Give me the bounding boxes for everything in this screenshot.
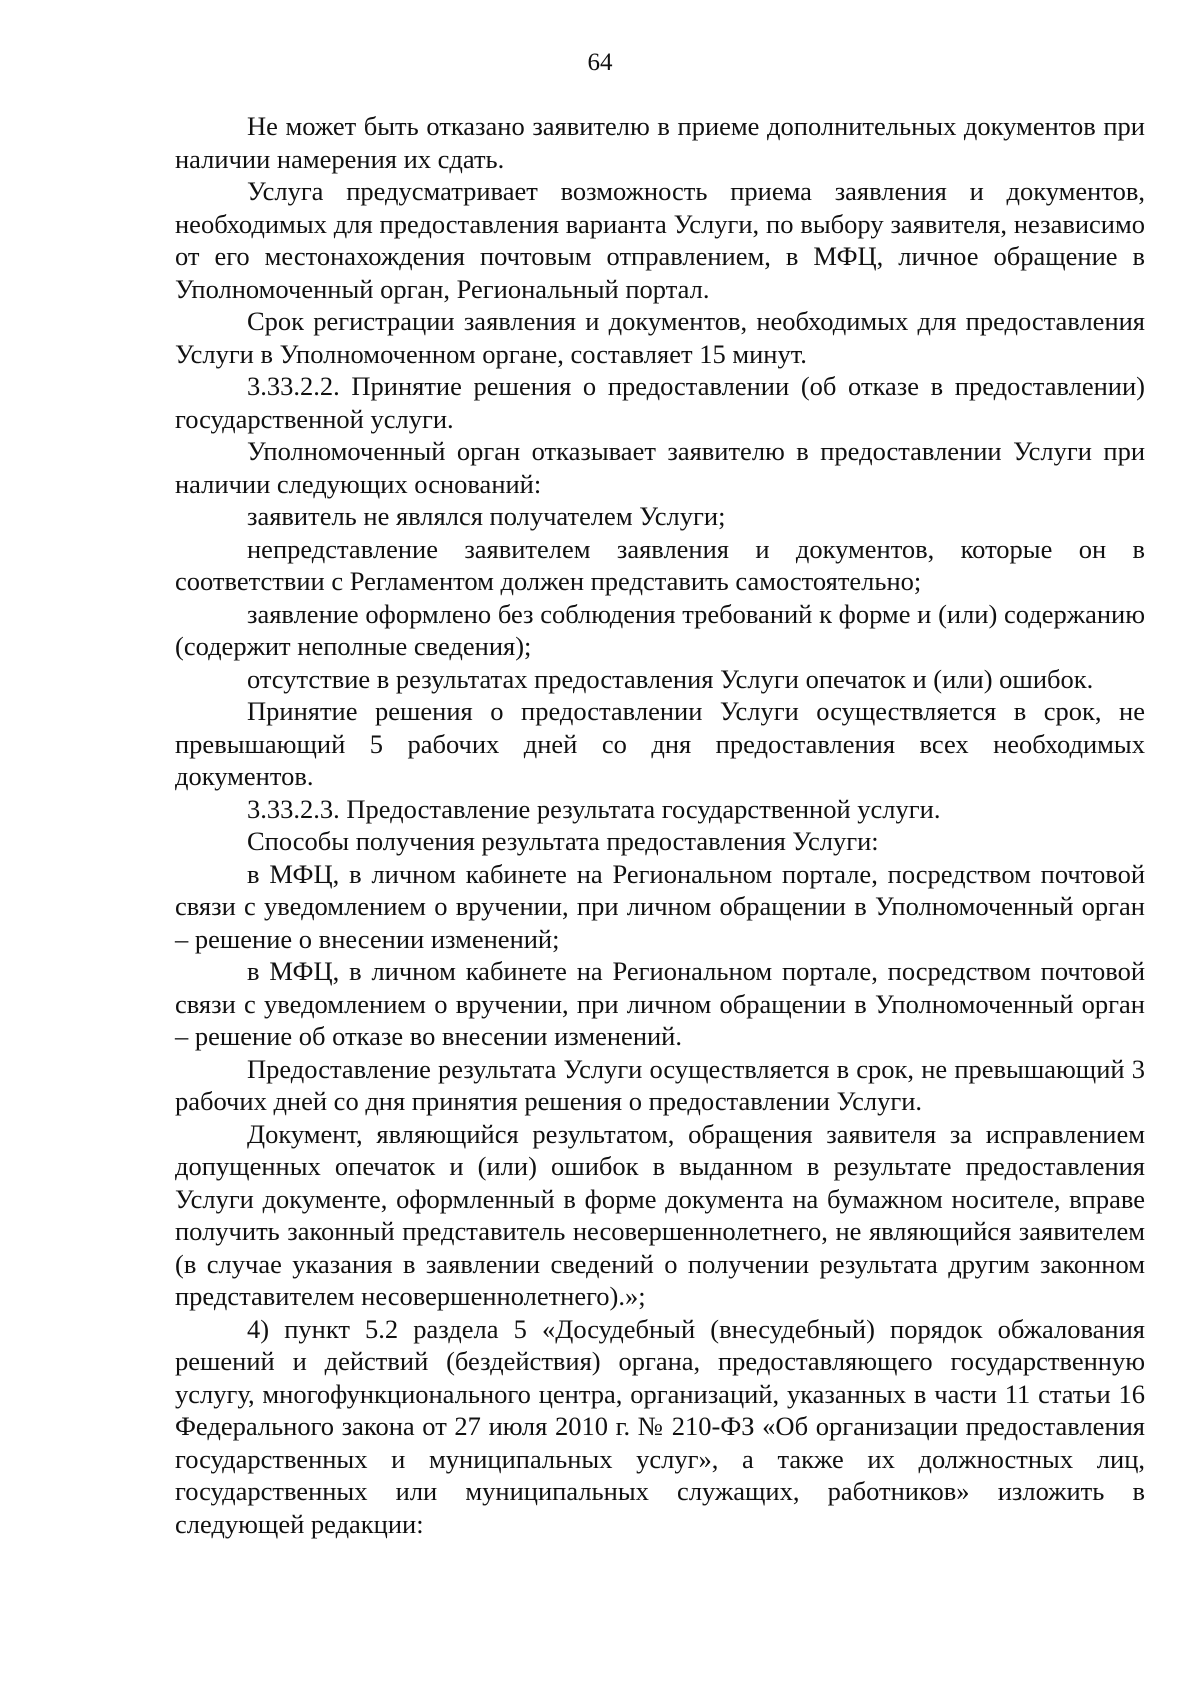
page-number: 64 (587, 49, 613, 76)
paragraph: 4) пункт 5.2 раздела 5 «Досудебный (внесудебный) порядок обжалования решений и действий (бездействия) органа, предоставляющего государственную услугу, многофункционального центра, организаций, указанных в части 11 статьи 16 Федерального закона от 27 июля 2010 г. № 210-ФЗ «Об организации предоставления государственных и муниципальных услуг», а также их должностных лиц, государственных или муниципальных служащих, работников» изложить в следующей редакции: (175, 1313, 1145, 1539)
paragraph: Документ, являющийся результатом, обращения заявителя за исправлением допущенных опечаток и (или) ошибок в выданном в результате предоставления Услуги документе, оформленный в форме документа на бумажном носителе, вправе получить законный представитель несовершеннолетнего, не являющийся заявителем (в случае указания в заявлении сведений о получении результата другим законном представителем несовершеннолетнего).»; (175, 1118, 1145, 1311)
list-item: заявление оформлено без соблюдения требований к форме и (или) содержанию (содержит неполные сведения); (175, 598, 1145, 661)
list-item: в МФЦ, в личном кабинете на Региональном портале, посредством почтовой связи с уведомлением о вручении, при личном обращении в Уполномоченный орган – решение об отказе во внесении изменений. (175, 956, 1145, 1051)
paragraph: Предоставление результата Услуги осуществляется в срок, не превышающий 3 рабочих дней со дня принятия решения о предоставлении Услуги. (175, 1053, 1145, 1116)
paragraph: Не может быть отказано заявителю в приеме дополнительных документов при наличии намерения их сдать. (175, 111, 1145, 174)
list-item: непредставление заявителем заявления и документов, которые он в соответствии с Регламентом должен представить самостоятельно; (175, 533, 1145, 596)
paragraph: Уполномоченный орган отказывает заявителю в предоставлении Услуги при наличии следующих оснований: (175, 436, 1145, 499)
paragraph: 3.33.2.3. Предоставление результата государственной услуги. (247, 793, 941, 824)
list-item: в МФЦ, в личном кабинете на Региональном портале, посредством почтовой связи с уведомлением о вручении, при личном обращении в Уполномоченный орган – решение о внесении изменений; (175, 858, 1145, 954)
paragraph: Услуга предусматривает возможность приема заявления и документов, необходимых для предоставления варианта Услуги, по выбору заявителя, независимо от его местонахождения почтовым отправлением, в МФЦ, личное обращение в Уполномоченный орган, Региональный портал. (175, 176, 1145, 304)
list-item: заявитель не являлся получателем Услуги; (247, 501, 726, 531)
list-item: отсутствие в результатах предоставления Услуги опечаток и (или) ошибок. (247, 663, 1094, 694)
paragraph: Способы получения результата предоставления Услуги: (247, 826, 879, 856)
paragraph: Срок регистрации заявления и документов, необходимых для предоставления Услуги в Уполномоченном органе, составляет 15 минут. (175, 306, 1145, 369)
paragraph: Принятие решения о предоставлении Услуги осуществляется в срок, не превышающий 5 рабочих дней со дня предоставления всех необходимых документов. (175, 696, 1145, 791)
paragraph: 3.33.2.2. Принятие решения о предоставлении (об отказе в предоставлении) государственной услуги. (175, 371, 1145, 434)
document-body (175, 110, 1145, 1540)
